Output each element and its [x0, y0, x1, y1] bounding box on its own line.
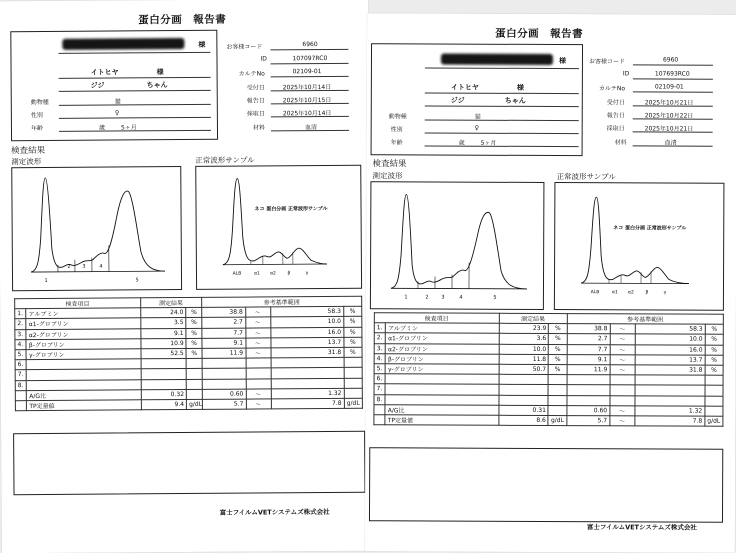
collected-label: 採取日	[607, 123, 625, 132]
comment-box	[369, 447, 723, 523]
cell-low: 0.60	[567, 405, 610, 415]
animal-suffix: 様	[517, 83, 524, 93]
cell-no: 5.	[15, 350, 26, 360]
cell-unit: %	[549, 324, 567, 334]
fraction-label-2: 2	[67, 264, 70, 270]
cell-sep: ～	[610, 344, 635, 354]
fraction-label-1: 1	[404, 294, 407, 300]
cell-runit	[705, 385, 723, 395]
cell-runit	[344, 378, 362, 388]
received-value: 2025年10月14日	[283, 82, 332, 91]
normal-waveform-graph	[555, 183, 724, 310]
cell-no: 8.	[374, 394, 385, 404]
cell-value: 23.9	[499, 323, 549, 333]
cell-value: 9.1	[140, 328, 186, 339]
cell-name	[385, 384, 498, 395]
pet-suffix: ちゃん	[147, 80, 168, 90]
normal-waveform-box	[554, 182, 725, 311]
measured-waveform-box	[370, 181, 545, 310]
id-value: 107693RC0	[655, 70, 690, 77]
cell-name: α1-グロブリン	[386, 333, 499, 344]
pet-name: ジジ	[451, 96, 465, 106]
cell-no: 8.	[15, 380, 26, 390]
age-label: 年齢	[391, 137, 403, 146]
normal-waveform-graph	[196, 166, 361, 289]
header-reference: 参考基準範囲	[567, 314, 723, 325]
cell-value	[499, 395, 549, 405]
measured-curve	[391, 194, 527, 289]
normal-curve	[222, 178, 327, 265]
cell-low: 11.9	[567, 365, 610, 375]
cell-name: アルブミン	[386, 323, 499, 334]
cell-no: 5.	[374, 364, 385, 374]
cell-high	[271, 358, 344, 369]
cell-low	[567, 385, 610, 395]
chart-no-value: 02109-01	[293, 68, 322, 75]
cell-no	[15, 390, 26, 400]
species-value: 猫	[475, 112, 481, 121]
cell-name: A/G比	[385, 404, 498, 415]
cell-high: 31.8	[271, 347, 344, 358]
footer-company: 富士フイルムVETシステムズ株式会社	[587, 522, 697, 531]
cell-runit	[705, 396, 723, 406]
species-label: 動物種	[389, 111, 407, 120]
cell-value: 0.32	[141, 389, 187, 400]
cell-low: 11.9	[202, 348, 245, 358]
fraction-label-5: 5	[493, 295, 496, 301]
header-reference: 参考基準範囲	[202, 296, 362, 307]
cell-unit	[186, 369, 202, 379]
age-value: 5ヶ月	[121, 122, 137, 131]
cell-unit	[548, 385, 566, 395]
fraction-label-2: 2	[425, 294, 428, 300]
cell-high	[271, 368, 344, 379]
cell-name: β-グロブリン	[26, 339, 140, 350]
sample-label-alb: ALB	[233, 271, 242, 277]
cell-sep	[246, 358, 271, 368]
cell-low	[567, 395, 610, 405]
fraction-label-3: 3	[441, 295, 444, 301]
cell-name: α1-グロブリン	[26, 318, 140, 329]
sample-label-a2: α2	[628, 289, 634, 295]
cell-low: 0.60	[202, 389, 245, 399]
collected-value: 2025年10月14日	[283, 108, 332, 117]
cell-unit: %	[186, 348, 202, 358]
cell-runit: %	[705, 355, 723, 365]
cell-low: 7.7	[202, 328, 245, 338]
cell-no: 2.	[15, 319, 26, 329]
age-label: 年齢	[31, 123, 43, 132]
cell-high: 13.7	[271, 337, 344, 348]
cell-name	[385, 374, 498, 385]
cell-sep: ～	[610, 355, 635, 365]
cell-sep: ～	[245, 317, 270, 327]
cell-sep	[610, 395, 635, 405]
cell-no: 3.	[374, 343, 385, 353]
customer-code-value: 6960	[302, 41, 317, 48]
reported-value: 2025年10月15日	[283, 95, 332, 104]
cell-sep: ～	[246, 399, 271, 409]
cell-sep: ～	[246, 389, 271, 399]
cell-no: 7.	[15, 370, 26, 380]
report-title: 蛋白分画 報告書	[495, 26, 583, 41]
fraction-label-1: 1	[44, 278, 47, 284]
cell-unit: %	[549, 354, 567, 364]
cell-unit: g/dL	[187, 399, 203, 409]
id-label: ID	[623, 70, 629, 77]
cell-low	[567, 375, 610, 385]
cell-sep: ～	[245, 327, 270, 337]
sex-label: 性別	[31, 110, 43, 119]
normal-waveform-label: 正常波形サンプル	[195, 155, 254, 166]
section-title: 検査結果	[11, 144, 45, 156]
sample-label-alb: ALB	[591, 289, 600, 295]
chart-no-value: 02109-01	[655, 83, 684, 90]
cell-low: 9.1	[202, 338, 245, 348]
reported-value: 2025年10月22日	[645, 110, 694, 119]
cell-value: 52.5	[141, 348, 187, 359]
cell-high	[271, 378, 344, 389]
cell-name: α2-グロブリン	[386, 343, 499, 354]
fraction-label-5: 5	[135, 277, 138, 283]
cell-unit: %	[186, 338, 202, 348]
material-label: 材料	[615, 137, 627, 146]
sample-label-a1: α1	[254, 270, 260, 276]
cell-high: 58.3	[635, 324, 705, 334]
sample-label-g: γ	[664, 290, 667, 295]
cell-unit	[186, 359, 202, 369]
sample-caption: ネコ 蛋白分画 正常波形サンプル	[255, 205, 329, 213]
header-item: 検査項目	[15, 298, 141, 309]
normal-waveform-box	[195, 165, 362, 290]
report-sheet-2	[365, 13, 736, 553]
cell-runit: %	[705, 324, 723, 334]
sample-label-b: β	[288, 270, 291, 276]
cell-unit: %	[186, 318, 202, 328]
animal-name: イトヒヤ	[91, 67, 119, 77]
cell-value	[141, 379, 187, 390]
cell-value: 10.9	[140, 338, 186, 349]
cell-high	[635, 385, 705, 395]
cell-name: アルブミン	[26, 308, 140, 319]
comment-box	[13, 431, 365, 495]
cell-high: 31.8	[635, 365, 705, 375]
cell-no: 1.	[15, 309, 26, 319]
cell-high: 58.3	[270, 307, 343, 318]
cell-value: 3.5	[140, 318, 186, 329]
cell-no: 7.	[374, 384, 385, 394]
cell-value: 24.0	[140, 308, 186, 319]
cell-name: γ-グロブリン	[26, 349, 140, 360]
material-value: 血清	[665, 137, 677, 146]
cell-value: 3.6	[499, 334, 549, 344]
cell-high: 13.7	[635, 355, 705, 365]
cell-high: 10.0	[270, 317, 343, 328]
cell-no: 1.	[374, 323, 385, 333]
cell-sep	[610, 385, 635, 395]
sex-label: 性別	[391, 124, 403, 133]
cell-unit	[186, 389, 202, 399]
cell-unit: %	[549, 344, 567, 354]
results-table	[14, 296, 363, 411]
cell-unit: %	[549, 364, 567, 374]
cell-low: 5.7	[566, 415, 609, 425]
cell-name: β-グロブリン	[385, 354, 498, 365]
cell-value: 11.8	[499, 354, 549, 364]
cell-no	[15, 400, 26, 410]
cell-runit	[344, 357, 362, 367]
cell-runit	[344, 388, 362, 398]
cell-runit: %	[343, 317, 361, 327]
cell-runit: %	[344, 347, 362, 357]
section-title: 検査結果	[372, 157, 406, 169]
cell-sep: ～	[245, 307, 270, 317]
cell-sep	[246, 368, 271, 378]
cell-value	[141, 359, 187, 370]
cell-unit: %	[186, 328, 202, 338]
measured-waveform-label: 測定波形	[372, 170, 402, 181]
cell-value: 50.7	[499, 364, 549, 374]
cell-unit: %	[549, 334, 567, 344]
fraction-label-4: 4	[99, 264, 102, 270]
received-label: 受付日	[607, 97, 625, 106]
cell-value	[499, 385, 549, 395]
cell-runit: g/dL	[344, 398, 362, 408]
cell-value: 0.31	[499, 405, 549, 415]
cell-runit	[344, 368, 362, 378]
cell-runit: %	[705, 365, 723, 375]
received-value: 2025年10月21日	[645, 97, 694, 106]
cell-low: 7.7	[567, 344, 610, 354]
cell-high: 10.0	[635, 334, 705, 344]
redacted-owner-name	[62, 38, 184, 50]
header-item: 検査項目	[374, 313, 499, 324]
cell-name: TP定量値	[27, 400, 141, 411]
report-title: 蛋白分画 報告書	[138, 12, 226, 28]
cell-high: 7.8	[271, 398, 344, 409]
animal-suffix: 様	[157, 67, 164, 77]
customer-code-label: お客様コード	[226, 41, 262, 50]
reported-label: 報告日	[607, 110, 625, 119]
footer-company: 富士フイルムVETシステムズ株式会社	[220, 507, 330, 517]
cell-runit: %	[343, 306, 361, 316]
cell-unit	[186, 379, 202, 389]
material-label: 材料	[253, 122, 265, 131]
cell-high: 16.0	[635, 344, 705, 354]
cell-sep: ～	[610, 365, 635, 375]
cell-no	[374, 415, 385, 425]
cell-runit: g/dL	[705, 416, 723, 426]
id-label: ID	[260, 55, 266, 62]
cell-high: 1.32	[634, 406, 704, 416]
cell-value	[499, 374, 549, 384]
cell-high	[635, 395, 705, 405]
cell-unit	[548, 405, 566, 415]
cell-runit: %	[344, 327, 362, 337]
sample-caption: ネコ 蛋白分画 正常波形サンプル	[613, 224, 687, 231]
header-result: 測定結果	[140, 297, 202, 308]
cell-value: 8.6	[499, 415, 549, 425]
table-row	[15, 398, 362, 411]
reported-label: 報告日	[247, 95, 265, 104]
received-label: 受付日	[247, 82, 265, 91]
cell-low: 2.7	[202, 317, 245, 327]
cell-no: 4.	[15, 339, 26, 349]
customer-code-label: お客様コード	[589, 56, 625, 65]
baseline	[223, 264, 327, 265]
header-result: 測定結果	[499, 313, 567, 323]
sample-label-a1: α1	[612, 289, 618, 295]
measured-waveform-label: 測定波形	[11, 156, 41, 167]
cell-name: A/G比	[27, 389, 141, 400]
cell-value	[141, 369, 187, 380]
pet-suffix: ちゃん	[505, 96, 526, 106]
measured-waveform-box	[11, 166, 182, 291]
cell-name: α2-グロブリン	[26, 328, 140, 339]
normal-waveform-label: 正常波形サンプル	[556, 171, 615, 182]
cell-low: 38.8	[202, 307, 245, 317]
cell-runit: %	[344, 337, 362, 347]
cell-runit	[705, 406, 723, 416]
cell-sep: ～	[245, 338, 270, 348]
id-value: 107097RC0	[292, 55, 327, 62]
age-unit: 歳	[459, 138, 465, 147]
species-value: 猫	[115, 96, 121, 105]
redacted-owner-name	[441, 54, 553, 65]
cell-sep: ～	[610, 334, 635, 344]
fraction-label-4: 4	[459, 295, 462, 301]
cell-name	[385, 394, 498, 405]
collected-value: 2025年10月21日	[645, 123, 694, 132]
measured-waveform-graph	[371, 182, 544, 309]
cell-unit: g/dL	[548, 415, 566, 425]
cell-no	[374, 404, 385, 414]
cell-runit: %	[705, 345, 723, 355]
cell-runit: %	[705, 335, 723, 345]
fraction-label-3: 3	[82, 264, 85, 270]
cell-high	[635, 375, 705, 385]
cell-low	[202, 358, 245, 368]
cell-unit	[549, 375, 567, 385]
material-value: 血清	[305, 122, 317, 131]
cell-high: 16.0	[270, 327, 343, 338]
cell-sep: ～	[610, 324, 635, 334]
sample-label-g: γ	[306, 271, 309, 276]
age-unit: 歳	[99, 123, 105, 132]
cell-no: 2.	[374, 333, 385, 343]
cell-high: 1.32	[271, 388, 344, 399]
sex-value: ♀	[115, 109, 119, 116]
cell-low: 9.1	[567, 354, 610, 364]
cell-no: 4.	[374, 353, 385, 363]
measured-waveform-graph	[12, 167, 181, 290]
cell-no: 3.	[15, 329, 26, 339]
cell-no: 6.	[374, 374, 385, 384]
collected-label: 採取日	[247, 108, 265, 117]
cell-low	[202, 368, 245, 378]
cell-sep: ～	[610, 416, 635, 426]
cell-low	[202, 379, 245, 389]
cell-name: γ-グロブリン	[385, 364, 498, 375]
measured-curve	[30, 177, 165, 272]
baseline	[31, 271, 165, 272]
cell-name: TP定量値	[385, 415, 498, 426]
cell-value: 9.4	[141, 399, 187, 410]
sex-value: ♀	[475, 125, 479, 132]
pet-name: ジジ	[91, 81, 105, 91]
customer-code-value: 6960	[663, 56, 678, 63]
cell-sep	[610, 375, 635, 385]
results-table	[373, 312, 723, 427]
table-row	[374, 415, 723, 427]
cell-low: 5.7	[203, 399, 246, 409]
cell-value: 10.0	[499, 344, 549, 354]
cell-runit	[705, 375, 723, 385]
cell-unit	[548, 395, 566, 405]
cell-sep	[246, 378, 271, 388]
animal-name: イトヒヤ	[451, 83, 479, 93]
cell-sep: ～	[246, 348, 271, 358]
chart-no-label: カルテNo	[239, 68, 265, 77]
owner-suffix: 様	[559, 56, 566, 66]
cell-high: 7.8	[634, 416, 704, 426]
species-label: 動物種	[31, 97, 49, 106]
age-value: 5ヶ月	[481, 138, 497, 147]
cell-low: 2.7	[567, 334, 610, 344]
sample-label-b: β	[646, 289, 649, 295]
cell-low: 38.8	[567, 324, 610, 334]
chart-no-label: カルテNo	[599, 83, 625, 92]
owner-suffix: 様	[198, 40, 205, 50]
cell-unit: %	[186, 308, 202, 318]
cell-no: 6.	[15, 360, 26, 370]
cell-sep: ～	[610, 405, 635, 415]
sample-label-a2: α2	[270, 270, 276, 276]
normal-curve	[581, 197, 689, 283]
